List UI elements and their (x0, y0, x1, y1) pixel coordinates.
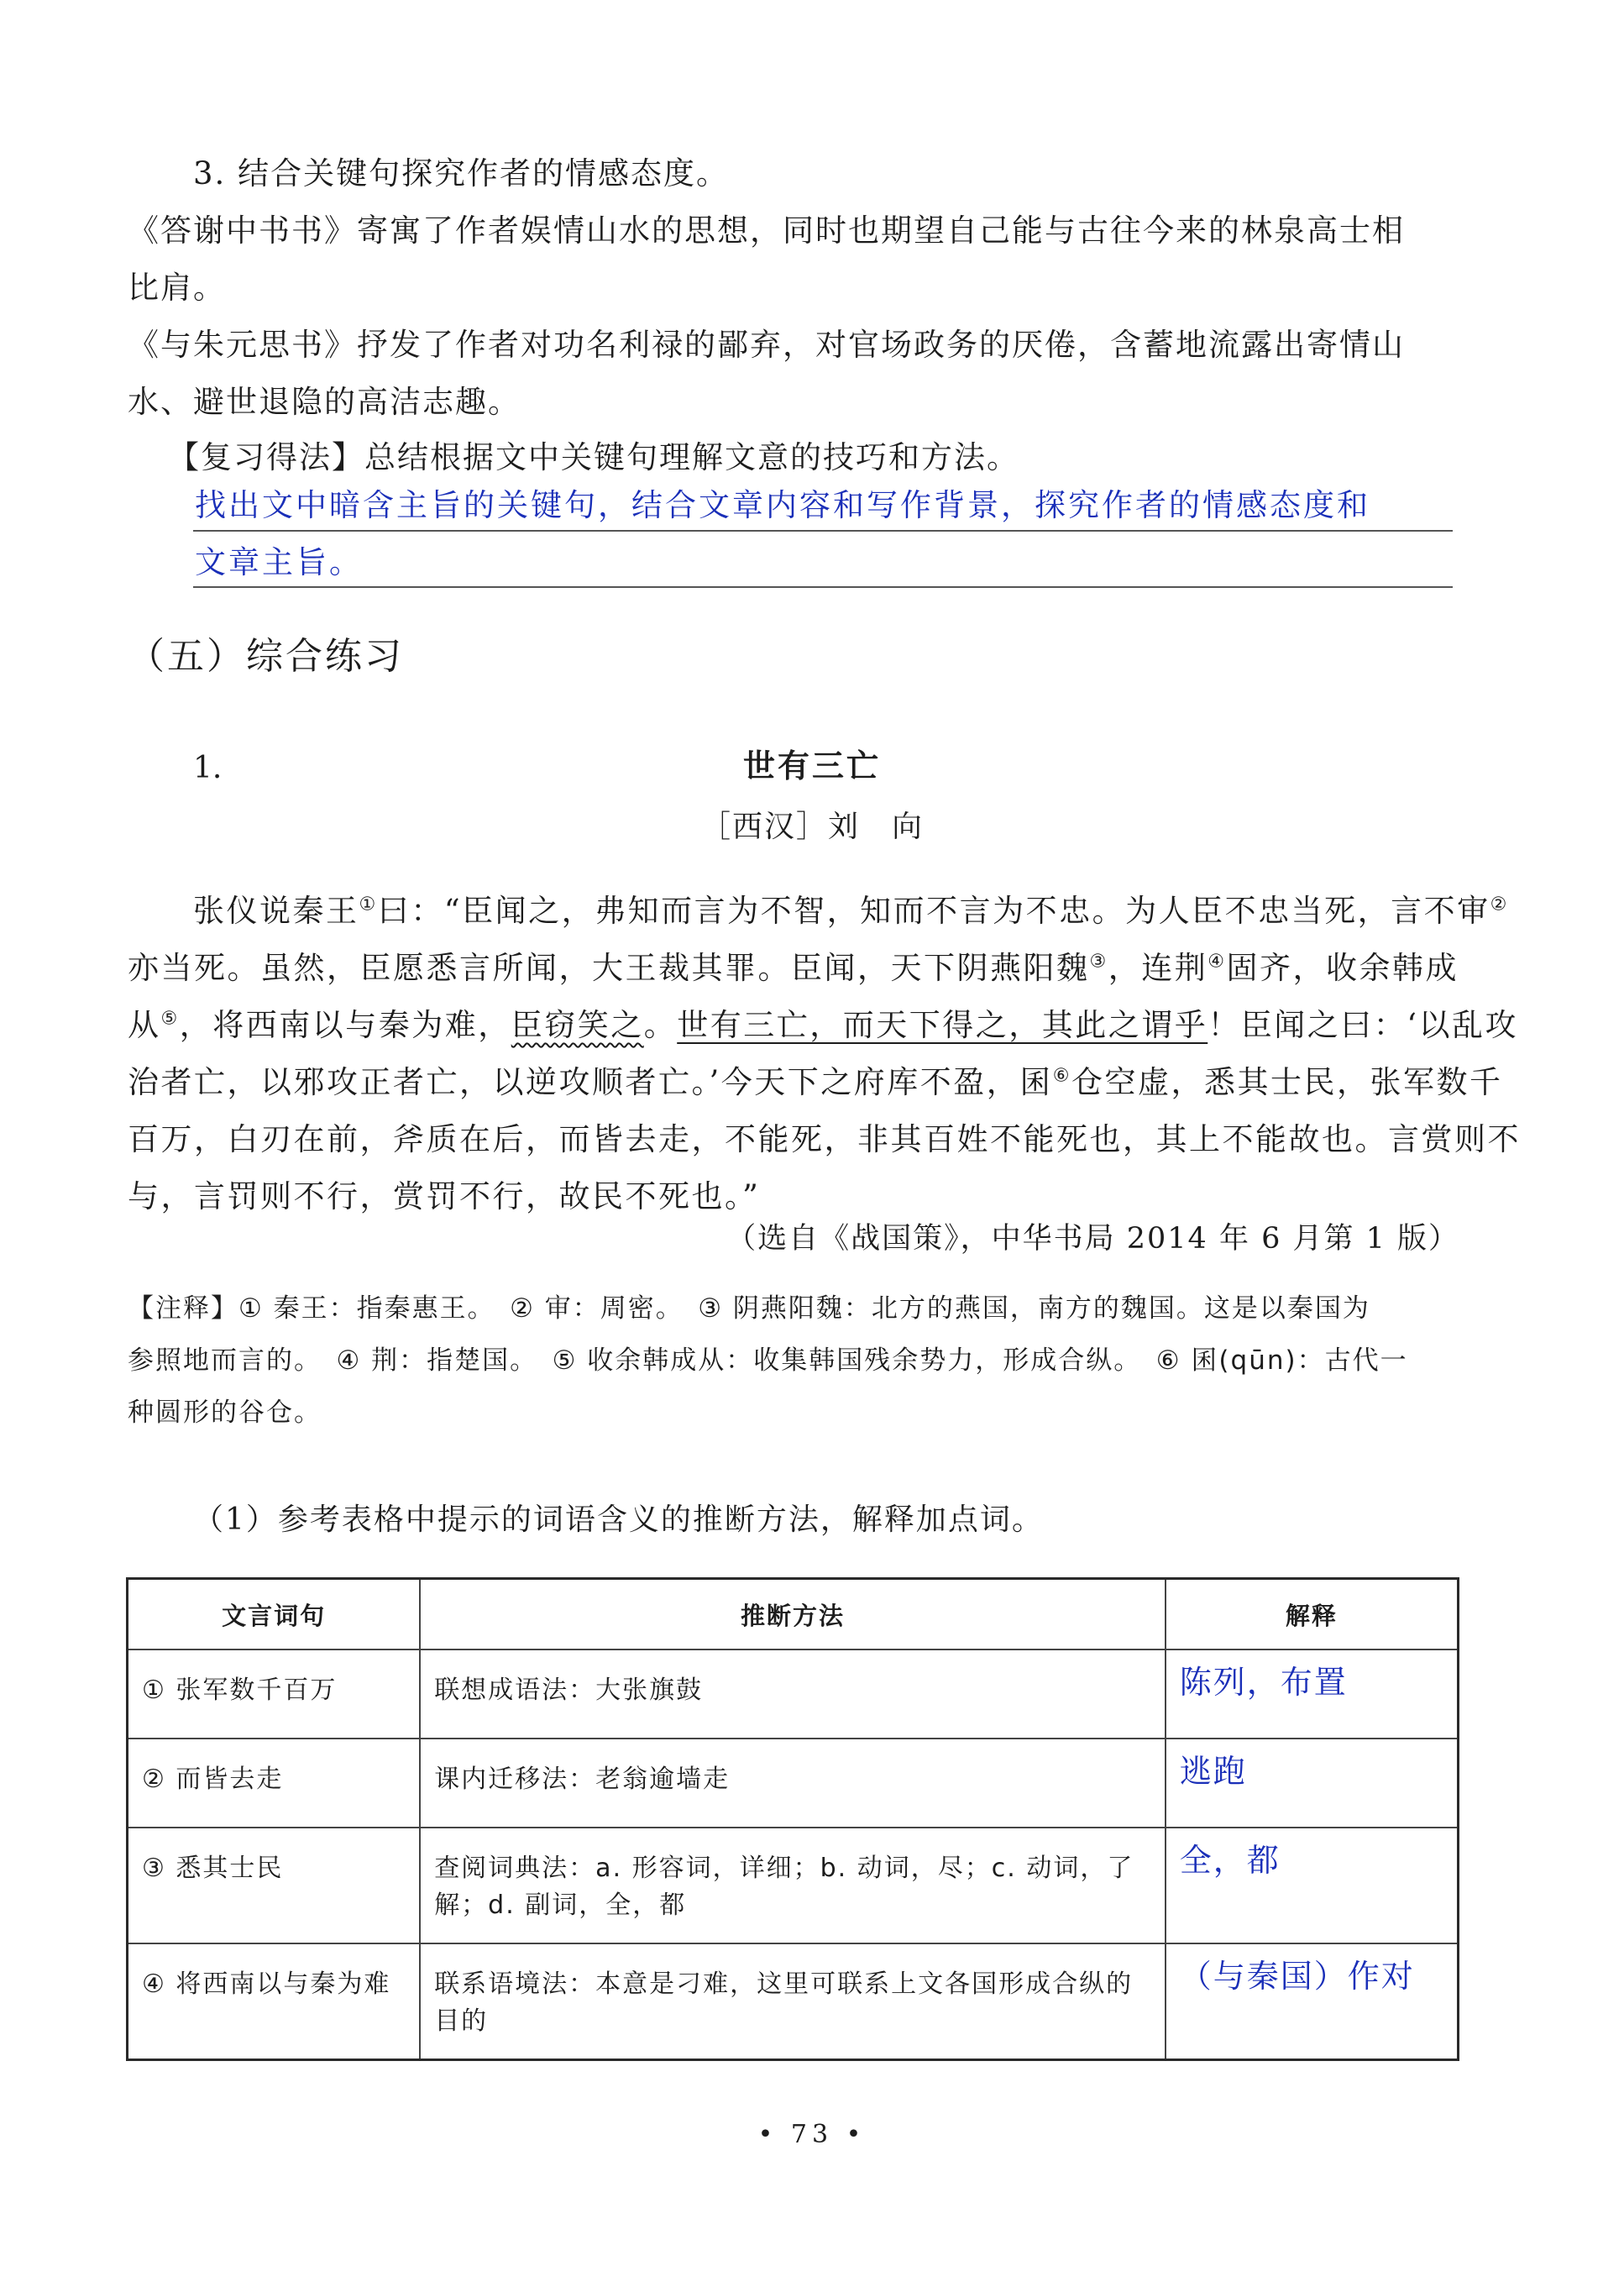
phrase-cell: ④ 将西南以与秦为难 (128, 1943, 421, 2060)
method-cell: 课内迁移法：老翁逾墙走 (420, 1739, 1166, 1828)
note-line: 种圆形的谷仓。 (128, 1398, 322, 1428)
answer-cell: 全，都 (1166, 1828, 1459, 1943)
passage-line: 张仪说秦王①曰：“臣闻之，弗知而言为不智，知而不言为不忠。为人臣不忠当死，言不审② (193, 893, 1509, 929)
source-citation: （选自《战国策》，中华书局 2014 年 6 月第 1 版） (726, 1222, 1459, 1256)
paragraph-line: 《答谢中书书》寄寓了作者娱情山水的思想，同时也期望自己能与古往今来的林泉高士相 (128, 212, 1405, 249)
question-number: 1. (193, 751, 223, 785)
answer-cell: （与秦国）作对 (1166, 1943, 1459, 2060)
answer-cell: 陈列，布置 (1166, 1649, 1459, 1739)
subsection-heading: 3. 结合关键句探究作者的情感态度。 (193, 155, 730, 191)
vocabulary-table (126, 1577, 1459, 2061)
table-row (128, 1739, 1459, 1828)
table-header: 解释 (1166, 1579, 1459, 1650)
answer-rule (193, 530, 1453, 532)
passage-line: 百万，白刃在前，斧质在后，而皆去走，不能死，非其百姓不能死也，其上不能故也。言赏则不 (128, 1121, 1521, 1157)
section-heading: （五）综合练习 (128, 635, 404, 678)
passage-line: 与，言罚则不行，赏罚不行，故民不死也。” (128, 1178, 761, 1214)
passage-line: 治者亡，以邪攻正者亡，以逆攻顺者亡。’今天下之府库不盈，囷⑥仓空虚，悉其士民，张军数千 (128, 1064, 1503, 1100)
page-number: • 73 • (757, 2120, 867, 2149)
review-prompt: 【复习得法】总结根据文中关键句理解文意的技巧和方法。 (168, 439, 1019, 475)
paragraph-line: 《与朱元思书》抒发了作者对功名利禄的鄙弃，对官场政务的厌倦，含蓄地流露出寄情山 (128, 327, 1405, 363)
handwritten-answer-line: 文章主旨。 (195, 544, 363, 580)
phrase-cell: ② 而皆去走 (128, 1739, 421, 1828)
note-line: 参照地而言的。 ④ 荆：指楚国。 ⑤ 收余韩成从：收集韩国残余势力，形成合纵。 ⑥ 囷(qūn)：古代一 (128, 1345, 1408, 1376)
passage-title: 世有三亡 (742, 747, 881, 784)
method-cell: 查阅词典法：a. 形容词，详细；b. 动词，尽；c. 动词，了解；d. 副词，全，都 (420, 1828, 1166, 1943)
paragraph-line: 水、避世退隐的高洁志趣。 (128, 384, 521, 420)
table-row (128, 1828, 1459, 1943)
table-row (128, 1943, 1459, 2060)
paragraph-line: 比肩。 (128, 270, 226, 306)
handwritten-answer-line: 找出文中暗含主旨的关键句，结合文章内容和写作背景，探究作者的情感态度和 (195, 487, 1370, 523)
method-cell: 联想成语法：大张旗鼓 (420, 1649, 1166, 1739)
question-prompt: （1）参考表格中提示的词语含义的推断方法，解释加点词。 (193, 1503, 1044, 1537)
method-cell: 联系语境法：本意是刁难，这里可联系上文各国形成合纵的目的 (420, 1943, 1166, 2060)
answer-cell: 逃跑 (1166, 1739, 1459, 1828)
passage-author: ［西汉］刘 向 (699, 810, 924, 844)
table-header: 推断方法 (420, 1579, 1166, 1650)
table-header: 文言词句 (128, 1579, 421, 1650)
passage-line: 从⑤，将西南以与秦为难，臣窃笑之。世有三亡，而天下得之，其此之谓乎！臣闻之曰：‘以乱攻 (128, 1007, 1518, 1043)
phrase-cell: ③ 悉其士民 (128, 1828, 421, 1943)
underlined-sentence: 世有三亡，而天下得之，其此之谓乎 (677, 1007, 1208, 1043)
answer-rule (193, 586, 1453, 588)
passage-line: 亦当死。虽然，臣愿悉言所闻，大王裁其罪。臣闻，天下阴燕阳魏③，连荆④固齐，收余韩成 (128, 950, 1459, 986)
table-row (128, 1649, 1459, 1739)
note-line: 【注释】① 秦王：指秦惠王。 ② 审：周密。 ③ 阴燕阳魏：北方的燕国，南方的魏国。这是以秦国为 (128, 1293, 1370, 1324)
phrase-cell: ① 张军数千百万 (128, 1649, 421, 1739)
wavy-underlined-phrase: 臣窃笑之 (511, 1007, 644, 1043)
